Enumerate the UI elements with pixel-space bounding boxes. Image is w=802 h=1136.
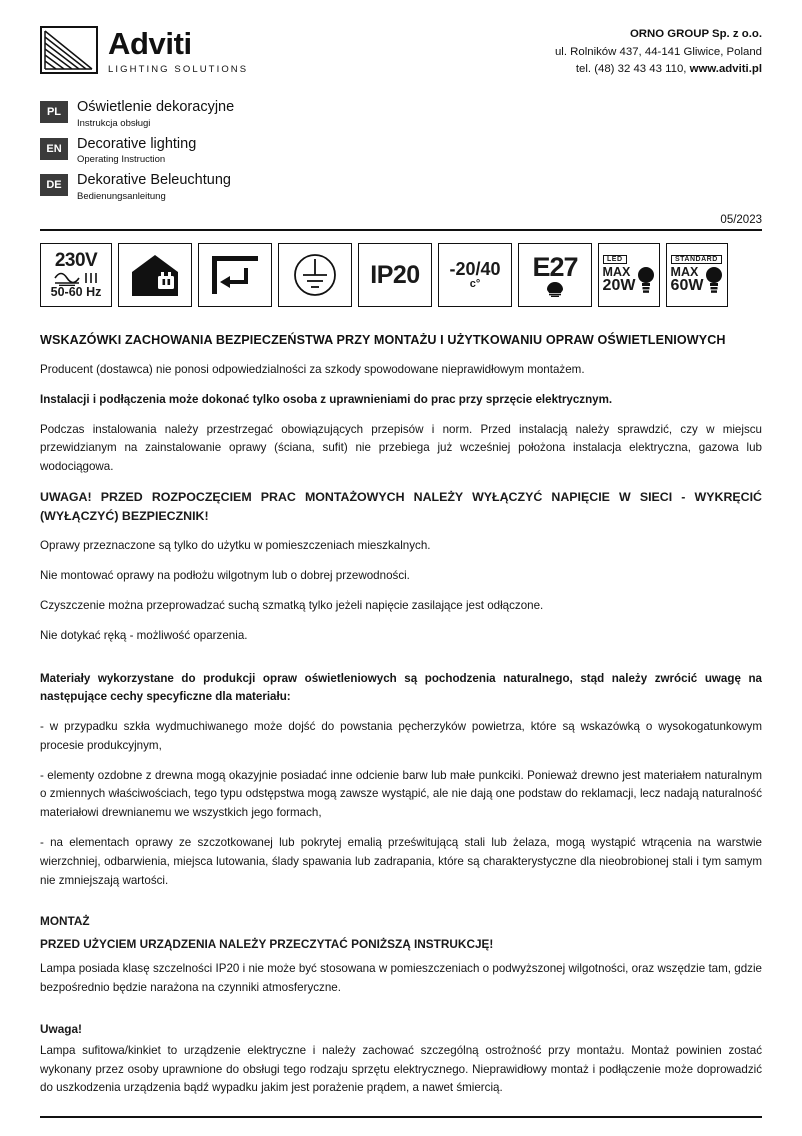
language-badge-de: DE [40, 174, 68, 196]
language-badge-pl: PL [40, 101, 68, 123]
led-label: LED [603, 255, 627, 264]
document-header [40, 26, 762, 79]
language-subtitle-pl: Instrukcja obsługi [77, 117, 151, 129]
brand-name: Adviti [108, 26, 192, 61]
adviti-logo-icon [40, 26, 98, 74]
company-name: ORNO GROUP Sp. z o.o. [629, 28, 762, 40]
footer-divider [40, 1116, 762, 1118]
language-title-en: Decorative lighting [77, 135, 197, 152]
protective-earth-icon [278, 243, 352, 307]
language-row-en [40, 136, 762, 166]
paragraph-do-not-touch: Nie dotykać ręką - możliwość oparzenia. [40, 628, 248, 642]
paragraph-qualified-person: Instalacji i podłączenia może dokonać tylko osoba z uprawnieniami do prac przy sprzęcie elektrycznym. [40, 392, 613, 406]
paragraph-read-instruction: PRZED UŻYCIEM URZĄDZENIA NALEŻY PRZECZYTAĆ PONIŻSZĄ INSTRUKCJĘ! [40, 937, 494, 952]
temperature-unit: c° [469, 277, 481, 290]
language-row-de [40, 172, 762, 202]
language-list [40, 99, 762, 202]
paragraph-wood-elements: - elementy ozdobne z drewna mogą okazyjnie posiadać inne odcienie barw lub małe punkciki. Ponieważ drewno jest materiałem naturalnym o zmiennych właściwościach, tego typu odstępstwa mogą zawsze wystąpić, ale nie dają one podstaw do reklamacji, lecz nadają naturalność materiałowi drewnianemu we wszystkich jego formach, [40, 768, 762, 820]
socket-type-value: E27 [532, 251, 578, 282]
spacer-3 [40, 1009, 762, 1022]
standard-label: STANDARD [671, 255, 722, 264]
caution-title: Uwaga! [40, 1021, 82, 1036]
paragraph-no-damp-surface: Nie montować oprawy na podłożu wilgotnym lub o dobrej przewodności. [40, 569, 410, 583]
voltage-value: 230V [54, 250, 98, 272]
spacer-2 [40, 901, 762, 914]
wall-ceiling-mount-icon [198, 243, 272, 307]
brand-logo [40, 26, 248, 75]
paragraph-cleaning: Czyszczenie można przeprowadzać suchą szmatką tylko jeżeli napięcie zasilające jest odłączone. [40, 598, 544, 612]
led-max-value: 20W [602, 277, 636, 295]
max-standard-power-icon [666, 243, 728, 307]
header-divider [40, 229, 762, 231]
standard-max-value: 60W [670, 277, 704, 295]
language-subtitle-de: Bedienungsanleitung [77, 191, 166, 203]
language-title-pl: Oświetlenie dekoracyjne [77, 99, 235, 116]
symbol-strip [40, 243, 762, 307]
company-info [555, 26, 762, 79]
spacer [40, 657, 762, 670]
language-badge-en: EN [40, 138, 68, 160]
paragraph-indoor-only: Oprawy przeznaczone są tylko do użytku w pomieszczeniach mieszkalnych. [40, 539, 431, 553]
document-body [40, 333, 762, 1098]
paragraph-ip20-limits: Lampa posiada klasę szczelności IP20 i nie może być stosowana w pomieszczeniach o podwyższonej wilgotności, oraz wszędzie tam, gdzie bezpośrednio będzie narażona na czynniki atmosferyczne. [40, 962, 762, 995]
paragraph-installation-standards: Podczas instalowania należy przestrzegać obowiązujących przepisów i norm. Przed instalacją należy sprawdzić, czy w miejscu przewidzianym na zainstalowanie oprawy (ściana, sufit) nie przebiega już wcześniej położona instalacja elektryczna, gazowa lub wodociągowa. [40, 422, 762, 474]
document-date: 05/2023 [720, 214, 762, 227]
paragraph-natural-materials-intro: Materiały wykorzystane do produkcji opraw oświetleniowych są pochodzenia naturalnego, stąd należy zwrócić uwagę na następujące cechy specyficzne dla materiału: [40, 671, 762, 704]
standard-max-label: MAX [670, 264, 699, 279]
paragraph-electrical-caution: Lampa sufitowa/kinkiet to urządzenie elektryczne i należy zachować szczególną ostrożność przy montażu. Montaż powinien zostać wykonany przez osoby uprawnione do obsługi tego rodzaju sprzętu elektrycznego. Nieprawidłowy montaż i podłączenie może doprowadzić do uszkodzenia urządzenia bądź wypadku jakim jest porażenie prądem, a nawet śmiercią. [40, 1043, 762, 1095]
language-row-pl [40, 99, 762, 129]
led-max-label: MAX [602, 264, 631, 279]
max-led-power-icon [598, 243, 660, 307]
paragraph-warning-power-off: UWAGA! PRZED ROZPOCZĘCIEM PRAC MONTAŻOWYCH NALEŻY WYŁĄCZYĆ NAPIĘCIE W SIECI - WYKRĘCIĆ (WYŁĄCZYĆ) BEZPIECZNIK! [40, 489, 762, 524]
company-address: ul. Rolników 437, 44-141 Gliwice, Poland [554, 45, 762, 58]
ingress-protection-icon [358, 243, 432, 307]
brand-tagline: LIGHTING SOLUTIONS [108, 64, 249, 75]
indoor-use-icon [118, 243, 192, 307]
socket-type-icon [518, 243, 592, 307]
paragraph-steel-elements: - na elementach oprawy ze szczotkowanej lub pokrytej emalią prześwitującą stali lub żelaza, mogą wystąpić wtrącenia na warstwie wierzchniej, odbarwienia, miejsca lutowania, ślady spawania lub zadrapania, które są charakterystyczne dla nieobrobionej stali i tym samym nie zmniejszają wartości. [40, 835, 762, 887]
temperature-range-value: -20/40 [449, 259, 501, 280]
bulb-icon [705, 265, 723, 295]
paragraph-manufacturer-liability: Producent (dostawca) nie ponosi odpowiedzialności za szkody spowodowane nieprawidłowym montażem. [40, 363, 585, 377]
ip-rating-value: IP20 [370, 260, 420, 289]
paragraph-blown-glass: - w przypadku szkła wydmuchiwanego może dojść do powstania pęcherzyków powietrza, które są wskazówką o wysokogatunkowym procesie produkcyjnym, [40, 720, 762, 752]
company-website: www.adviti.pl [689, 63, 762, 76]
safety-section-title: WSKAZÓWKI ZACHOWANIA BEZPIECZEŃSTWA PRZY MONTAŻU I UŻYTKOWANIU OPRAW OŚWIETLENIOWYCH [40, 333, 726, 348]
temperature-range-icon [438, 243, 512, 307]
frequency-value: 50-60 Hz [50, 285, 102, 300]
language-title-de: Dekorative Beleuchtung [77, 172, 231, 189]
voltage-icon [40, 243, 112, 307]
bulb-icon [637, 265, 655, 295]
assembly-section-title: MONTAŻ [40, 914, 90, 929]
company-phone: tel. (48) 32 43 43 110, [575, 63, 690, 76]
language-subtitle-en: Operating Instruction [77, 154, 166, 166]
